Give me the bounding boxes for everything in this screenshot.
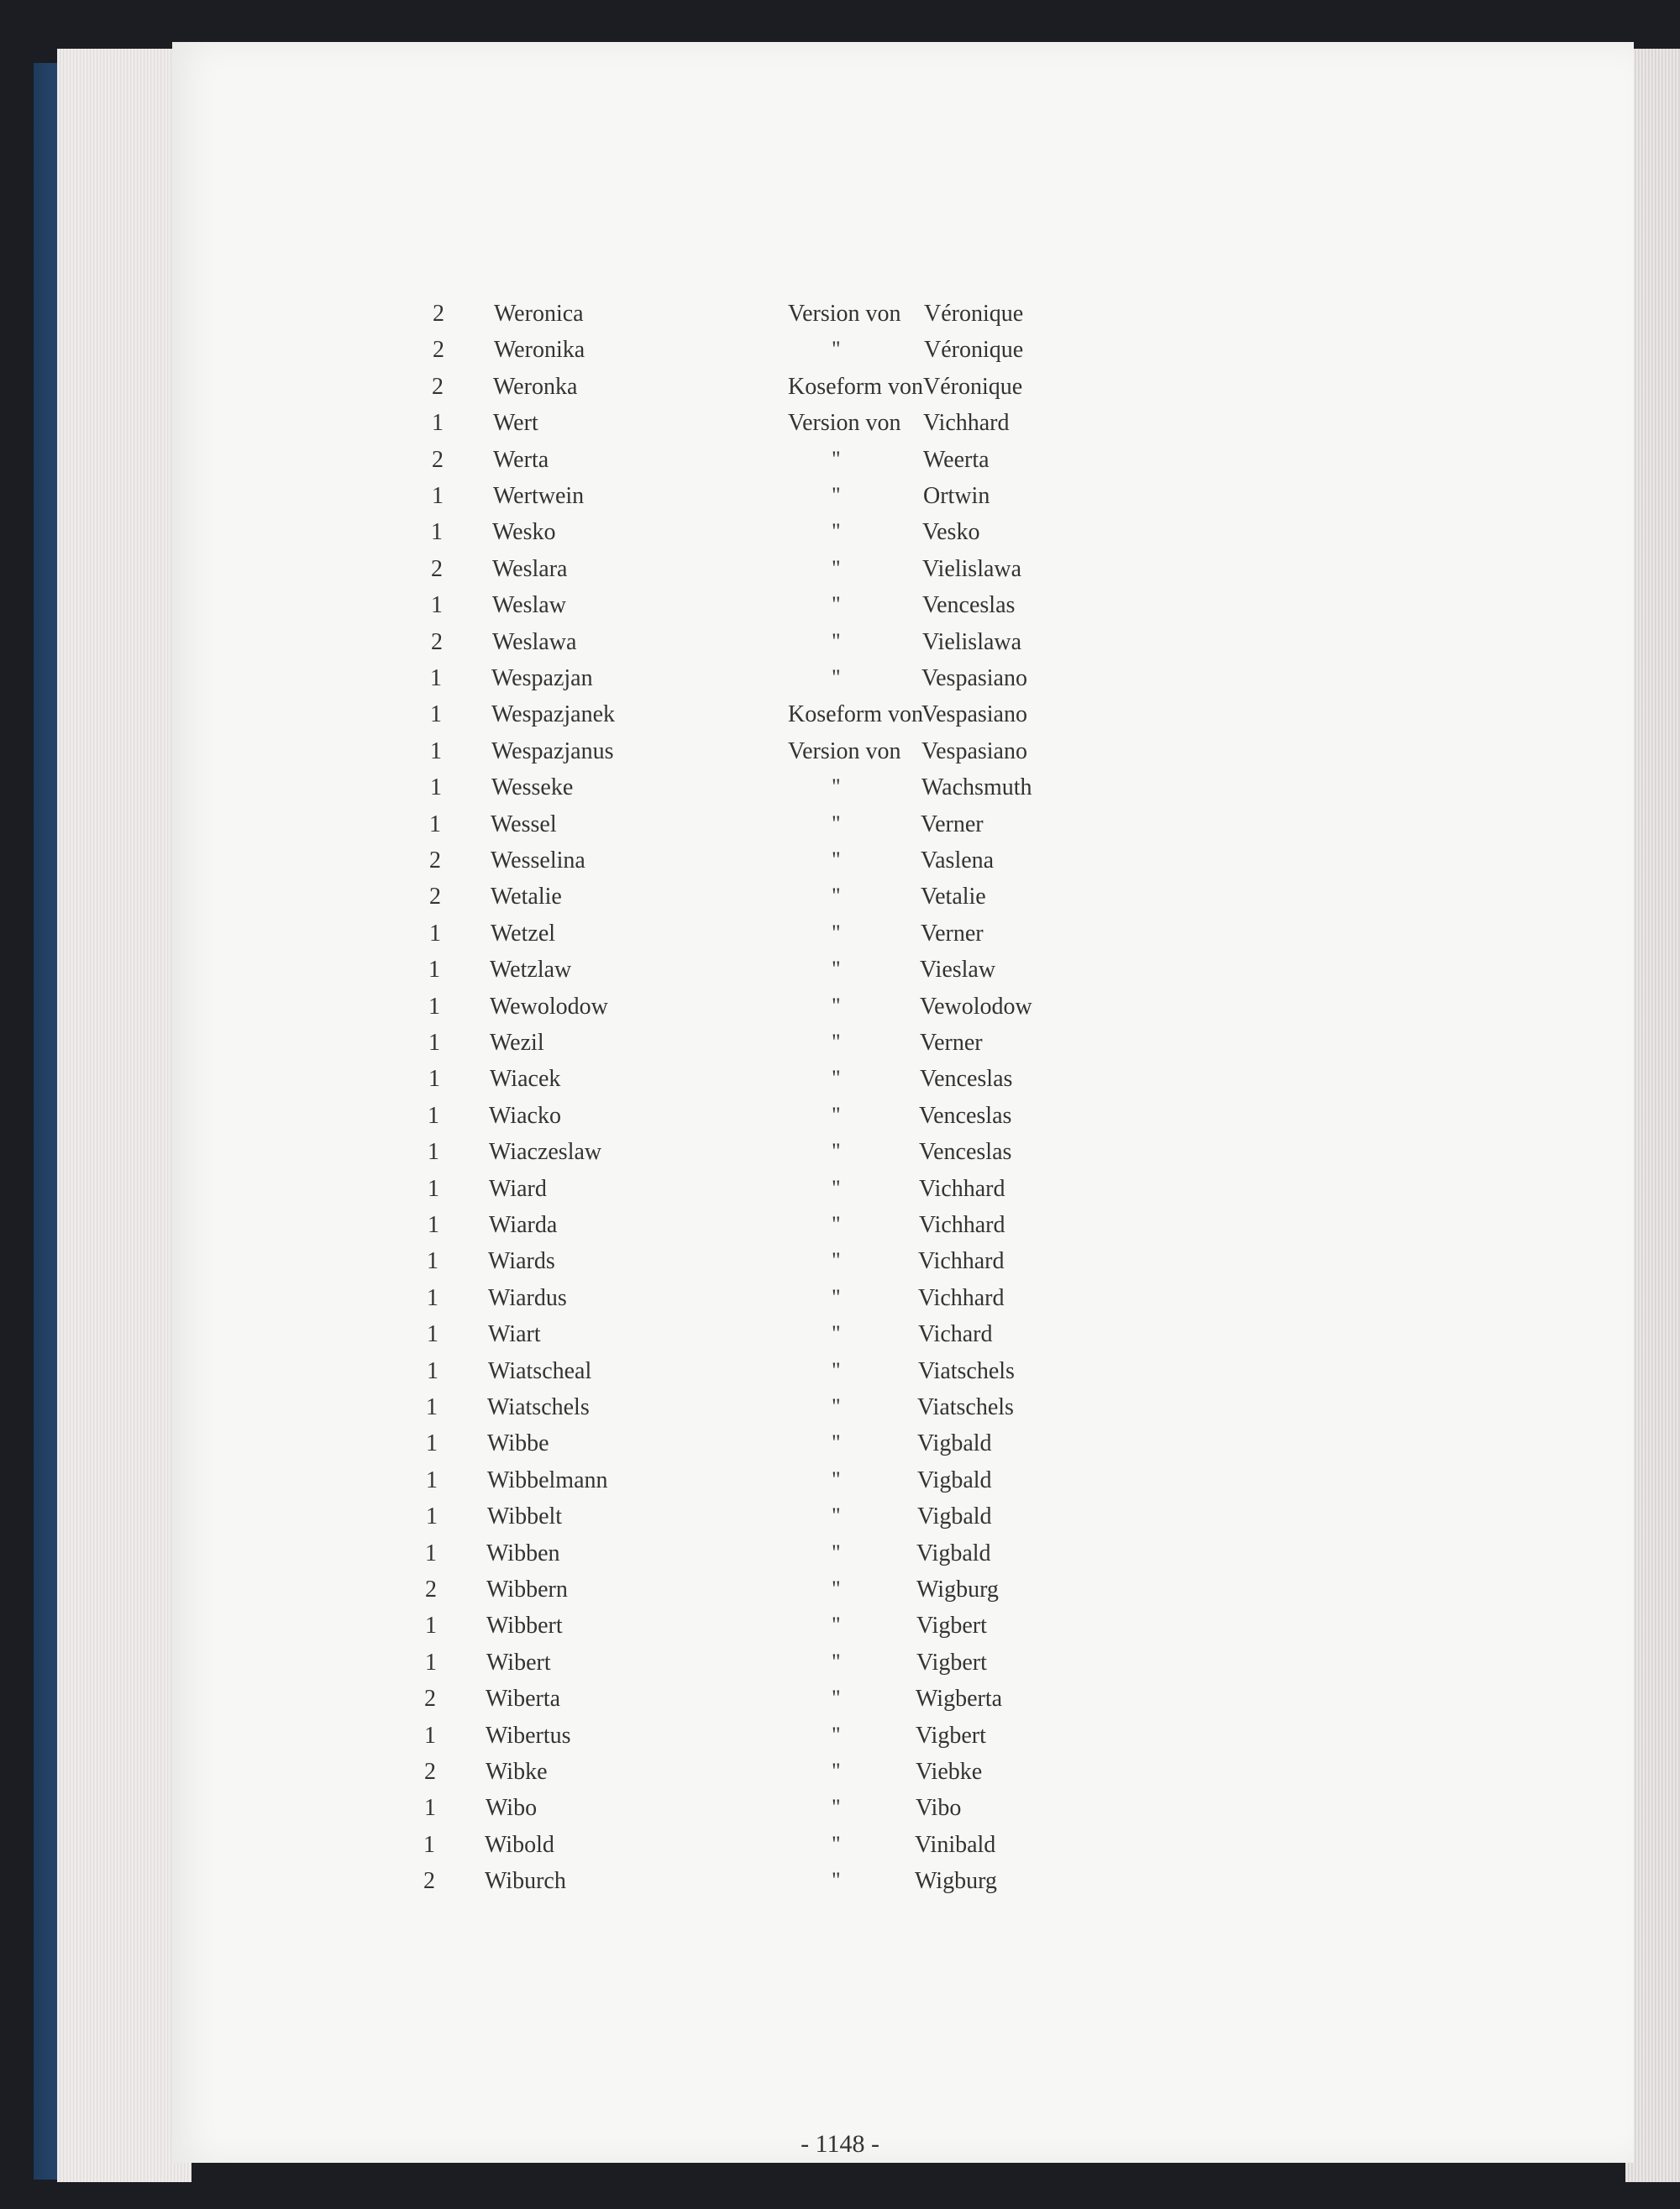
ditto-mark: ": [832, 1831, 841, 1856]
ditto-mark: ": [832, 1394, 841, 1419]
entry-count: 2: [423, 1868, 435, 1895]
entry-name: Wiburch: [485, 1868, 566, 1895]
entry-name: Wespazjanus: [491, 737, 614, 764]
entry-name: Wertwein: [493, 483, 585, 509]
ditto-mark: ": [832, 1686, 841, 1711]
ditto-mark: ": [832, 1868, 841, 1893]
entry-count: 1: [424, 1722, 436, 1749]
entry-count: 2: [424, 1759, 436, 1785]
entry-name: Wiart: [488, 1321, 541, 1348]
entry-count: 1: [426, 1394, 438, 1420]
entry-target: Vigbald: [917, 1430, 992, 1457]
entry-name: Wesseke: [491, 774, 574, 801]
ditto-mark: ": [832, 1577, 841, 1601]
entry-name: Weslaw: [492, 592, 566, 619]
ditto-mark: ": [832, 1503, 841, 1529]
entry-target: Venceslas: [920, 1066, 1013, 1093]
ditto-mark: ": [832, 774, 841, 800]
entry-target: Vichhard: [923, 410, 1010, 437]
ditto-mark: ": [832, 665, 841, 690]
entry-name: Weslawa: [492, 628, 577, 655]
ditto-mark: ": [832, 1102, 841, 1127]
entry-name: Wiarda: [489, 1212, 558, 1238]
entry-name: Wibbern: [486, 1577, 568, 1603]
entry-name: Wibbert: [486, 1613, 563, 1640]
entry-target: Vewolodow: [920, 993, 1032, 1020]
entry-count: 1: [428, 993, 440, 1020]
entry-target: Verner: [921, 920, 984, 947]
entry-target: Vesko: [922, 519, 980, 546]
entry-name: Wiards: [488, 1248, 555, 1275]
ditto-mark: ": [832, 446, 841, 471]
entry-name: Wesko: [492, 519, 556, 546]
entry-target: Vespasiano: [921, 701, 1027, 728]
entry-count: 1: [427, 1284, 438, 1311]
entry-name: Wibo: [486, 1795, 538, 1822]
ditto-mark: ": [832, 1795, 841, 1820]
entry-name: Wewolodow: [490, 993, 608, 1020]
ditto-mark: ": [832, 847, 841, 872]
entry-target: Wachsmuth: [921, 774, 1032, 801]
entry-description: Version von: [788, 410, 901, 437]
entry-target: Véronique: [923, 373, 1023, 400]
entry-count: 1: [428, 1066, 440, 1093]
entry-name: Wiberta: [486, 1686, 561, 1713]
entry-target: Vigbert: [916, 1613, 987, 1640]
entry-count: 1: [426, 1503, 438, 1530]
entry-count: 1: [427, 1321, 438, 1348]
ditto-mark: ": [832, 1030, 841, 1054]
entry-name: Werta: [493, 446, 549, 473]
entry-count: 1: [430, 774, 442, 801]
ditto-mark: ": [832, 337, 841, 362]
entry-count: 1: [431, 592, 443, 619]
entry-target: Vetalie: [921, 884, 986, 910]
entry-count: 1: [432, 483, 444, 509]
entry-count: 1: [430, 665, 442, 691]
entry-count: 1: [426, 1467, 438, 1493]
entry-name: Wibertus: [486, 1722, 571, 1749]
entry-name: Wiaczeslaw: [489, 1139, 602, 1166]
entry-name: Wespazjanek: [491, 701, 615, 728]
entry-target: Vespasiano: [921, 665, 1027, 691]
entry-description: Version von: [788, 301, 901, 327]
entry-target: Vaslena: [921, 847, 995, 874]
entry-name: Wiard: [489, 1175, 547, 1202]
entry-target: Vigbald: [917, 1503, 992, 1530]
ditto-mark: ": [832, 628, 841, 653]
entry-target: Wigburg: [916, 1577, 999, 1603]
entry-description: Koseform von: [788, 701, 923, 728]
entry-name: Wibbelmann: [487, 1467, 608, 1493]
entry-count: 1: [428, 957, 440, 984]
entry-count: 2: [431, 628, 443, 655]
entry-name: Wetalie: [491, 884, 562, 910]
entry-target: Wigberta: [916, 1686, 1003, 1713]
entry-name: Wiacko: [489, 1102, 561, 1129]
entry-count: 1: [427, 1357, 438, 1384]
entry-count: 1: [425, 1649, 437, 1676]
ditto-mark: ": [832, 1759, 841, 1783]
ditto-mark: ": [832, 1649, 841, 1674]
entry-count: 2: [431, 555, 443, 582]
entry-name: Wesselina: [491, 847, 585, 874]
entry-name: Wiardus: [488, 1284, 567, 1311]
entry-target: Wigburg: [915, 1868, 997, 1895]
entry-target: Véronique: [924, 337, 1024, 364]
ditto-mark: ": [832, 1248, 841, 1273]
entry-target: Véronique: [924, 301, 1024, 327]
entry-target: Vielislawa: [922, 628, 1022, 655]
entry-name: Wiacek: [490, 1066, 561, 1093]
entry-target: Vigbald: [916, 1540, 991, 1566]
entry-target: Vigbert: [916, 1649, 987, 1676]
entry-target: Vielislawa: [922, 555, 1022, 582]
entry-count: 1: [428, 1102, 439, 1129]
ditto-mark: ": [832, 1139, 841, 1164]
entry-count: 1: [428, 1139, 439, 1166]
entry-description: Version von: [788, 737, 901, 764]
entry-name: Wetzlaw: [490, 957, 572, 984]
entry-name: Wibben: [486, 1540, 560, 1566]
entry-count: 1: [423, 1831, 435, 1858]
entry-count: 1: [428, 1212, 439, 1238]
entry-target: Vibo: [916, 1795, 962, 1822]
ditto-mark: ": [832, 1722, 841, 1747]
entry-target: Weerta: [923, 446, 990, 473]
entry-target: Vichhard: [919, 1212, 1005, 1238]
entry-name: Wezil: [490, 1030, 544, 1056]
entry-count: 1: [428, 1030, 440, 1056]
ditto-mark: ": [832, 920, 841, 945]
entry-count: 1: [429, 920, 441, 947]
entry-target: Vinibald: [915, 1831, 996, 1858]
entry-count: 1: [431, 519, 443, 546]
ditto-mark: ": [832, 1212, 841, 1236]
entry-name: Wert: [493, 410, 538, 437]
ditto-mark: ": [832, 957, 841, 982]
ditto-mark: ": [832, 884, 841, 909]
entry-name: Weslara: [492, 555, 568, 582]
entry-count: 1: [430, 701, 442, 728]
entry-count: 1: [429, 811, 441, 837]
ditto-mark: ": [832, 993, 841, 1018]
entry-target: Vichhard: [918, 1248, 1005, 1275]
entry-name: Wibbelt: [487, 1503, 563, 1530]
entry-name: Wibert: [486, 1649, 551, 1676]
ditto-mark: ": [832, 1284, 841, 1309]
ditto-mark: ": [832, 1430, 841, 1456]
ditto-mark: ": [832, 519, 841, 544]
ditto-mark: ": [832, 1613, 841, 1638]
entry-target: Vespasiano: [921, 737, 1027, 764]
entry-target: Venceslas: [922, 592, 1016, 619]
entry-target: Vichhard: [919, 1175, 1005, 1202]
entry-name: Weronka: [493, 373, 578, 400]
entry-count: 1: [432, 410, 444, 437]
entry-name: Wessel: [491, 811, 557, 837]
entry-count: 1: [430, 737, 442, 764]
entry-count: 1: [424, 1795, 436, 1822]
entry-name: Wiatscheal: [488, 1357, 592, 1384]
entry-count: 2: [429, 884, 441, 910]
entry-name: Weronika: [494, 337, 585, 364]
entry-target: Vieslaw: [920, 957, 996, 984]
entry-count: 2: [433, 337, 444, 364]
entry-name: Wetzel: [491, 920, 556, 947]
entry-name: Wibke: [486, 1759, 548, 1785]
entry-count: 1: [427, 1248, 438, 1275]
entry-count: 1: [425, 1613, 437, 1640]
entry-count: 2: [432, 373, 444, 400]
ditto-mark: ": [832, 1321, 841, 1346]
entry-count: 2: [425, 1577, 437, 1603]
entry-count: 2: [432, 446, 444, 473]
entry-name: Wespazjan: [491, 665, 593, 691]
entry-name: Wibold: [485, 1831, 554, 1858]
ditto-mark: ": [832, 1467, 841, 1492]
entry-count: 1: [428, 1175, 439, 1202]
entry-count: 1: [425, 1540, 437, 1566]
entry-count: 2: [424, 1686, 436, 1713]
entry-target: Venceslas: [919, 1139, 1012, 1166]
entry-target: Vichhard: [918, 1284, 1005, 1311]
ditto-mark: ": [832, 592, 841, 617]
entry-target: Verner: [921, 811, 984, 837]
entry-target: Venceslas: [919, 1102, 1012, 1129]
entry-description: Koseform von: [788, 373, 923, 400]
entry-count: 2: [429, 847, 441, 874]
ditto-mark: ": [832, 1066, 841, 1091]
entry-name: Weronica: [494, 301, 584, 327]
ditto-mark: ": [832, 1357, 841, 1383]
ditto-mark: ": [832, 1540, 841, 1565]
entry-target: Vigbald: [917, 1467, 992, 1493]
entry-target: Vigbert: [916, 1722, 986, 1749]
entry-name: Wiatschels: [487, 1394, 590, 1420]
entry-target: Viatschels: [917, 1394, 1014, 1420]
entry-count: 2: [433, 301, 444, 327]
entry-target: Ortwin: [923, 483, 990, 509]
page-number: - 1148 -: [801, 2130, 879, 2158]
ditto-mark: ": [832, 1175, 841, 1200]
entry-target: Viebke: [916, 1759, 983, 1785]
entry-target: Vichard: [918, 1321, 993, 1348]
ditto-mark: ": [832, 811, 841, 836]
ditto-mark: ": [832, 555, 841, 580]
ditto-mark: ": [832, 483, 841, 507]
entry-target: Verner: [920, 1030, 983, 1056]
entry-count: 1: [426, 1430, 438, 1457]
entry-target: Viatschels: [918, 1357, 1015, 1384]
entry-name: Wibbe: [487, 1430, 549, 1457]
